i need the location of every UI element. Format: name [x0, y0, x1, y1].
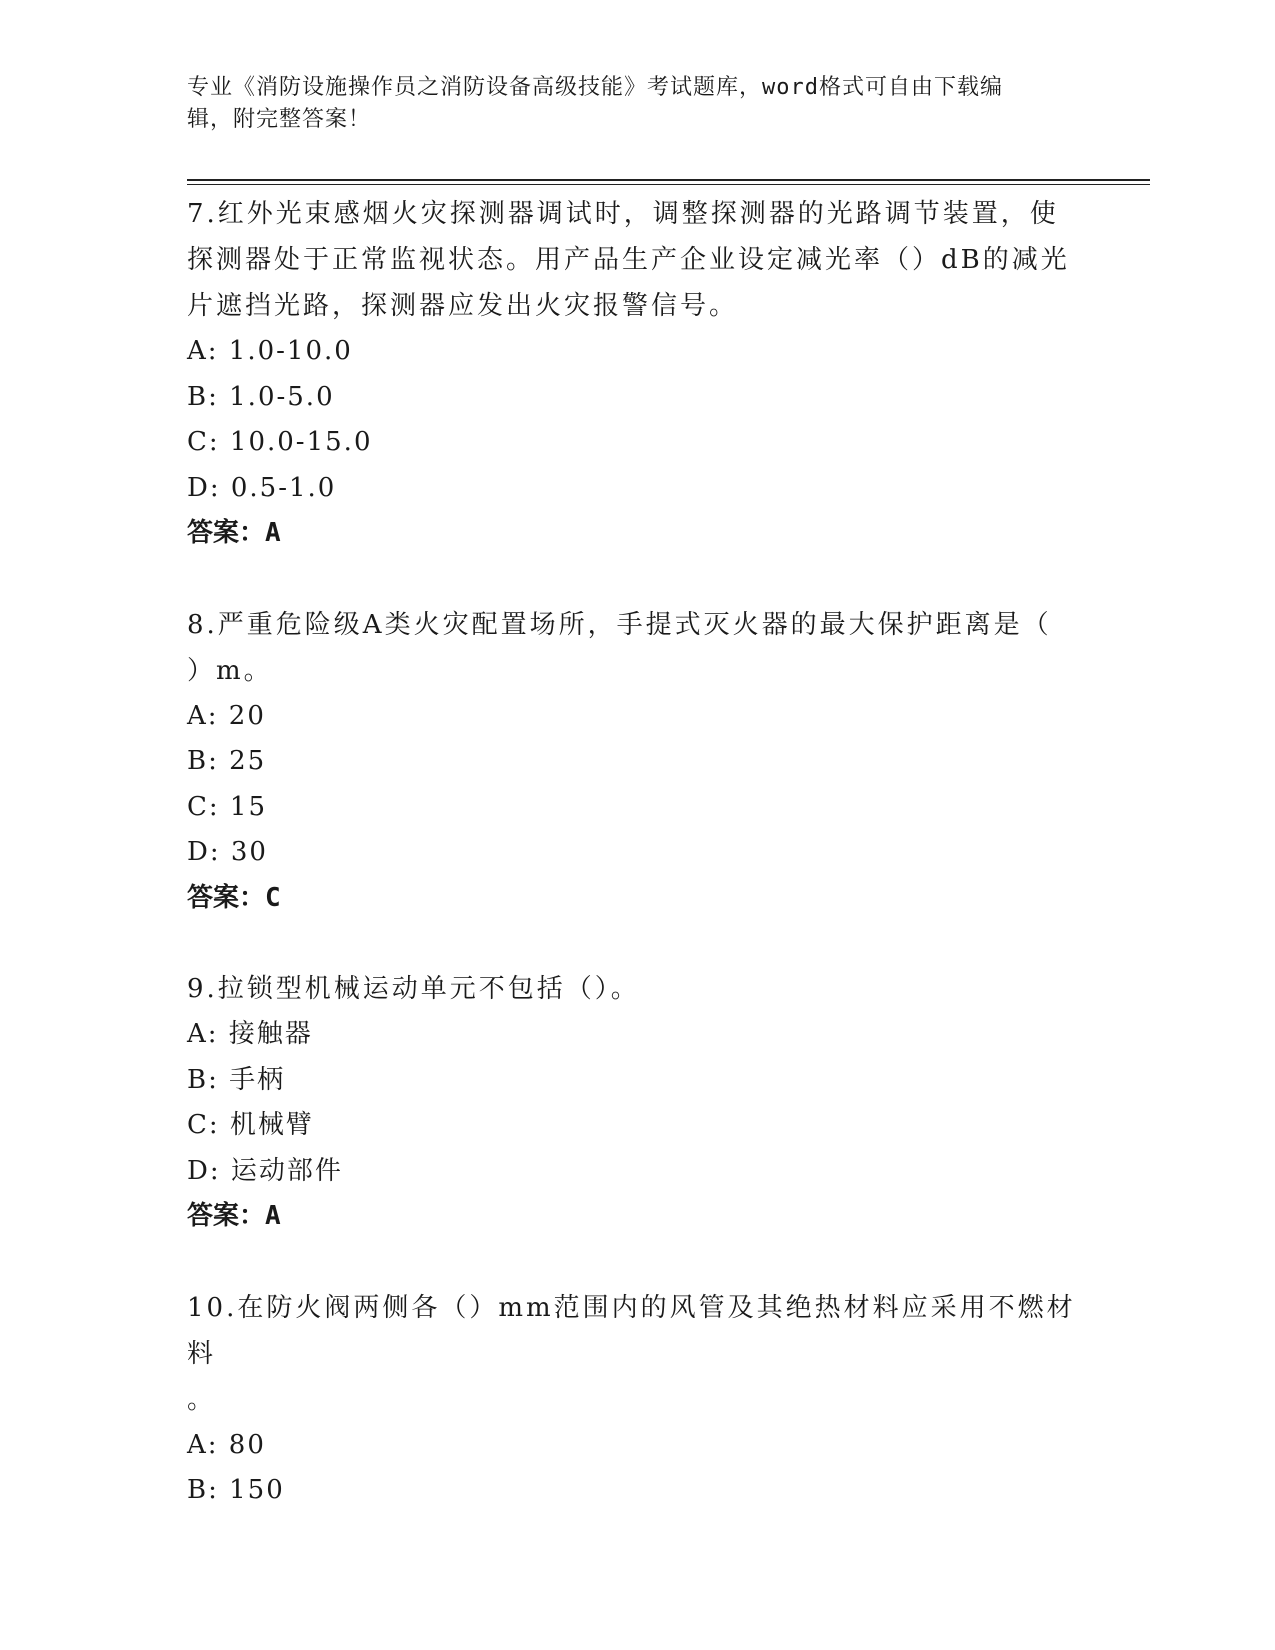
option-d: D: 30 — [187, 837, 268, 867]
option-a: A: 20 — [187, 700, 266, 731]
option-d: D: 运动部件 — [187, 1155, 343, 1186]
option-c: C: 10.0-15.0 — [187, 427, 373, 457]
option-a: A: 接触器 — [187, 1019, 313, 1049]
option-c: C: 15 — [187, 791, 268, 822]
stem-line: ）m。 — [187, 655, 273, 686]
question-stem — [187, 966, 1087, 1012]
stem-line: 7.红外光束感烟火灾探测器调试时，调整探测器的光路调节装置，使 — [187, 199, 1059, 229]
header-divider — [187, 179, 1150, 181]
option-a: A: 80 — [187, 1429, 266, 1460]
stem-line: 。 — [187, 1384, 217, 1415]
stem-line: 9.拉锁型机械运动单元不包括（）。 — [187, 974, 640, 1004]
stem-line: 8.严重危险级A类火灾配置场所，手提式灭火器的最大保护距离是（ — [187, 609, 1052, 640]
option-b: B: 手柄 — [187, 1064, 286, 1095]
answer: 答案：A — [187, 518, 281, 548]
question-stem — [187, 1285, 1087, 1423]
question-7 — [187, 191, 1087, 557]
question-8 — [187, 602, 1087, 922]
question-stem — [187, 602, 1087, 694]
question-10 — [187, 1285, 1087, 1514]
header-line-2: 辑，附完整答案！ — [187, 107, 372, 132]
option-c: C: 机械臂 — [187, 1110, 314, 1140]
answer: 答案：A — [187, 1201, 281, 1231]
option-b: B: 150 — [187, 1475, 285, 1505]
answer: 答案：C — [187, 882, 281, 913]
question-9 — [187, 966, 1087, 1240]
document-header — [187, 72, 1067, 136]
header-divider-thin — [187, 184, 1150, 185]
question-stem — [187, 191, 1087, 329]
header-line-1: 专业《消防设施操作员之消防设备高级技能》考试题库，word格式可自由下载编 — [187, 75, 1003, 100]
option-d: D: 0.5-1.0 — [187, 472, 337, 503]
option-b: B: 25 — [187, 746, 267, 776]
stem-line: 探测器处于正常监视状态。用产品生产企业设定减光率（）dB的减光 — [187, 245, 1070, 275]
option-b: B: 1.0-5.0 — [187, 381, 335, 412]
question-list — [187, 191, 1087, 1559]
stem-line: 10.在防火阀两侧各（）mm范围内的风管及其绝热材料应采用不燃材料 — [187, 1292, 1076, 1369]
option-a: A: 1.0-10.0 — [187, 336, 353, 366]
stem-line: 片遮挡光路，探测器应发出火灾报警信号。 — [187, 291, 739, 321]
